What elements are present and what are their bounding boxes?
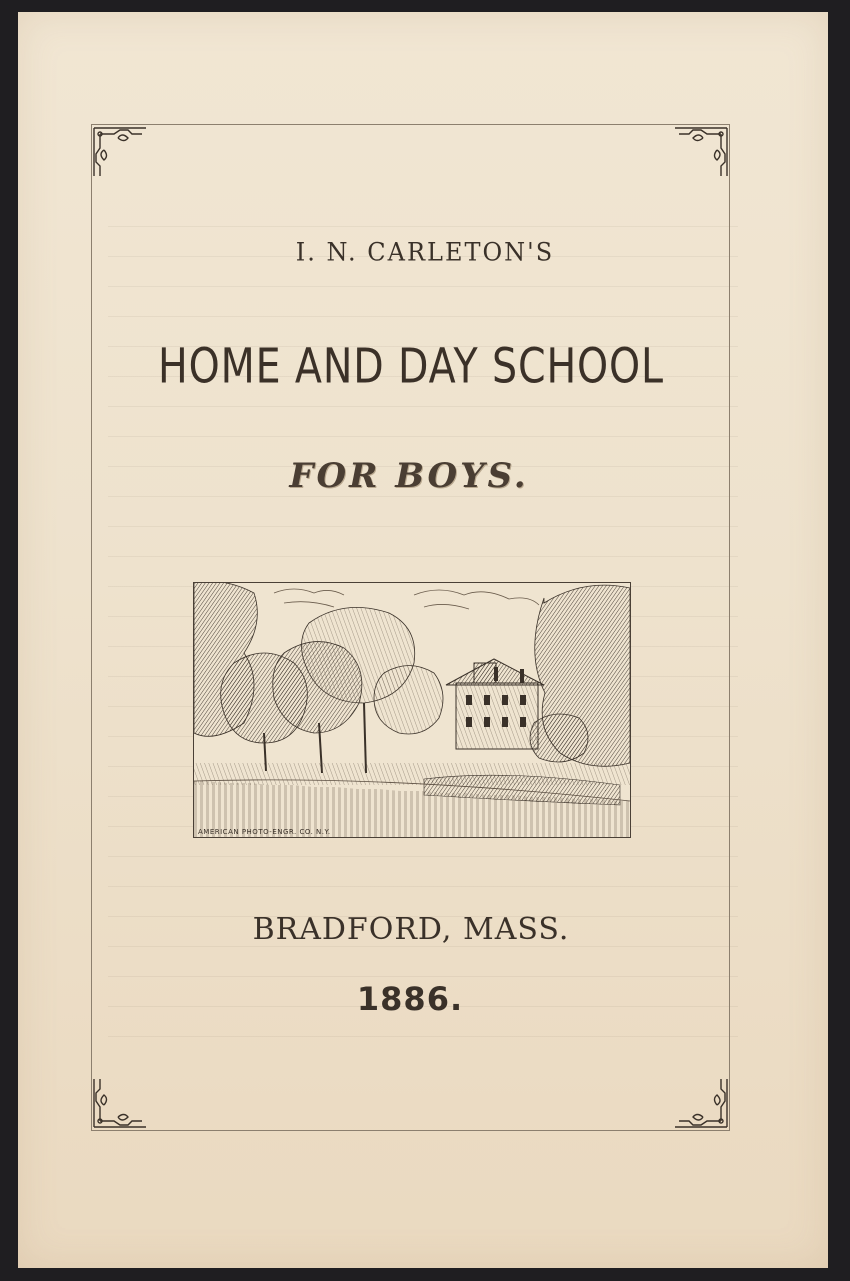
engraver-credit: AMERICAN PHOTO-ENGR. CO. N.Y. [198, 828, 331, 836]
corner-ornament-bottom-right [673, 1077, 729, 1131]
engraving-artwork [194, 583, 630, 837]
proprietor-heading: I. N. CARLETON'S [295, 237, 555, 267]
for-boys-subtitle: FOR BOYS. [289, 456, 529, 496]
corner-ornament-bottom-left [92, 1077, 148, 1131]
year-line: 1886. [356, 980, 464, 1018]
corner-ornament-top-right [673, 124, 729, 178]
school-title: HOME AND DAY SCHOOL [158, 338, 664, 395]
corner-ornament-top-left [92, 124, 148, 178]
location-line: BRADFORD, MASS. [252, 912, 570, 947]
school-engraving [193, 582, 631, 838]
